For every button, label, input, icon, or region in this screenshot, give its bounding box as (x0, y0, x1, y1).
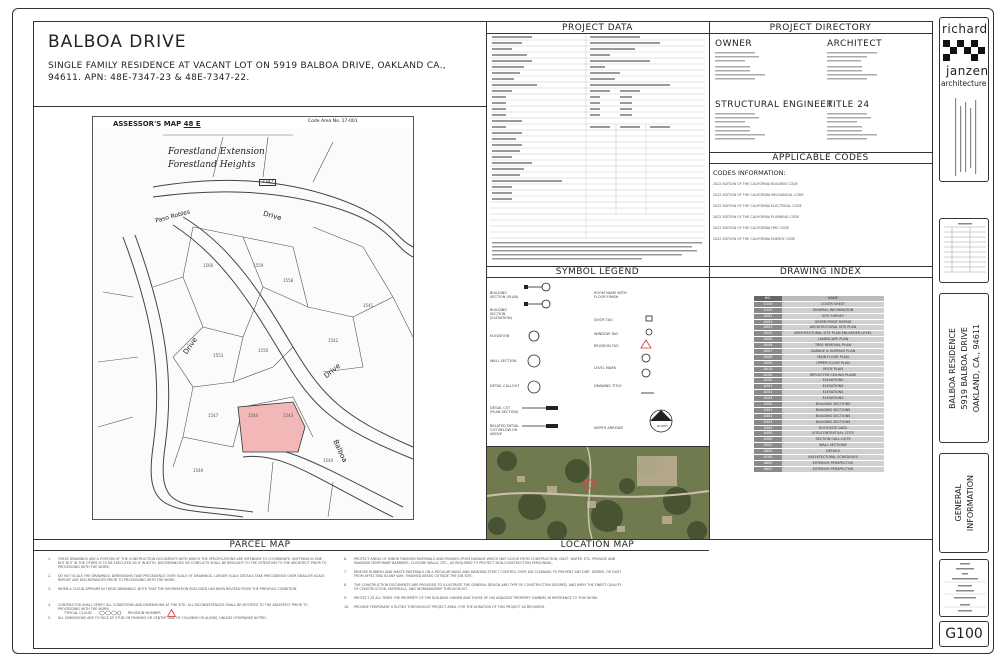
sheet-name-cell: GENERAL INFORMATION (782, 308, 884, 313)
sheet-name-cell: EXTERIOR PERSPECTIVE (782, 467, 884, 472)
sheet-number-cell: A006 (754, 343, 782, 348)
project-subtitle: SINGLE FAMILY RESIDENCE AT VACANT LOT ON 5919 BALBOA DRIVE, OAKLAND CA., (48, 61, 446, 71)
sheet-number-cell: G100 (754, 302, 782, 307)
block-number: 7347 (259, 179, 276, 186)
firm-name: richard (942, 22, 988, 36)
section-header: DRAWING INDEX (709, 266, 932, 278)
sheet-name-cell: WALL SECTIONS (782, 443, 884, 448)
legend-label: DETAIL CALLOUT (490, 384, 520, 388)
code-item: 2022 EDITION OF THE CALIFORNIA ENERGY CODE (713, 237, 796, 241)
project-subtitle: 94611. APN: 48E-7347-23 & 48E-7347-22. (48, 73, 250, 83)
project-data-table (486, 34, 709, 264)
sheet-number-cell: A304 (754, 426, 782, 431)
note-text: CONTRACTOR SHALL VERIFY ALL CONDITIONS AND DIMENSIONS AT THE SITE. ALL INCONSISTENCIES SHALL BE NOTIFIED TO THE ARCHITECT PRIOR TO PROCEEDING WITH THE WORK. (58, 603, 308, 611)
sheet-number-cell: A002 (754, 320, 782, 325)
code-item: 2022 EDITION OF THE CALIFORNIA FIRE CODE (713, 226, 789, 230)
note-text: PROVIDE TEMPORARY UTILITIES THROUGHOUT PROJECT AREA, FOR THE DURATION OF THIS PROJECT AS REQUIRED. (354, 605, 546, 609)
sheet-name-cell: COVER SHEET (782, 302, 884, 307)
divider (486, 446, 709, 447)
sheet-number-cell: A301 (754, 408, 782, 413)
sheet-number-cell: A100 (754, 373, 782, 378)
sheet-name-cell: SECTION CALL-OUTS (782, 437, 884, 442)
firm-logo-box (939, 17, 989, 182)
sidebar-project: OAKLAND, CA., 94611 (971, 323, 981, 413)
table-header: NO. NAME (754, 296, 884, 302)
legend-symbols (486, 278, 709, 446)
revisions-box (939, 218, 989, 283)
sheet-number-cell: A800 (754, 461, 782, 466)
legend-label: BUILDING SECTION (PLAN) (490, 291, 519, 299)
sheet-number-cell: A203 (754, 396, 782, 401)
section-header: PARCEL MAP (34, 539, 486, 551)
legend-label: DRAWING TITLE (594, 384, 622, 388)
svg-text:1540: 1540 (323, 458, 334, 463)
section-header: PROJECT DIRECTORY (709, 22, 932, 34)
legend-label: WINDOW TAG (594, 332, 619, 336)
codes-list (713, 182, 928, 248)
sheet-number-cell: A300 (754, 402, 782, 407)
note-item (344, 596, 624, 600)
sheet-name-cell: MAIN FLOOR PLAN (782, 355, 884, 360)
sheet-number-cell: A501 (754, 443, 782, 448)
drawing-index (709, 266, 932, 539)
sheet-number: G100 (939, 621, 989, 647)
sheet-name-cell: ARCHITECTURAL SITE PLAN ENLARGED LEVEL (782, 331, 884, 336)
code-item: 2022 EDITION OF THE CALIFORNIA PLUMBING CODE (713, 215, 799, 219)
section-header: SYMBOL LEGEND (486, 266, 709, 278)
owner-title: OWNER (715, 39, 753, 49)
note-number: 5. (48, 616, 52, 620)
codes-heading: CODES INFORMATION: (713, 169, 786, 177)
sheet-meta-box (939, 559, 989, 617)
sheet-title: GENERAL (953, 484, 963, 522)
svg-text:1558: 1558 (283, 278, 294, 283)
note-number: 3. (48, 587, 52, 591)
sheet-name-cell: SITE SURVEY (782, 314, 884, 319)
legend-label: ELEVATION (490, 334, 510, 338)
structural-title: STRUCTURAL ENGINEER (715, 100, 834, 110)
legend-label: BUILDING SECTION (ELEVATION) (490, 308, 512, 320)
sheet-name-cell: EXTERIOR PERSPECTIVE (782, 461, 884, 466)
sheet-name-cell: TREE REMOVAL PLAN (782, 343, 884, 348)
svg-text:1541: 1541 (363, 303, 374, 308)
sheet-name-cell: DETAILS (782, 449, 884, 454)
location-map-image (487, 446, 709, 539)
section-header: PROJECT DATA (486, 22, 709, 34)
note-item (344, 605, 624, 609)
legend-label: DETAIL CUT (PLAN SECTION) (490, 406, 519, 414)
note-number: 6. (344, 557, 348, 561)
street-label: Balboa (331, 438, 349, 464)
note-item (48, 557, 328, 569)
north-label: NORTH (657, 424, 668, 428)
assessor-label: ASSESSOR'S MAP 48 E (113, 120, 201, 128)
note-text: PROTECT AT ALL TIMES THE PROPERTY OF THE BUILDING OWNER AND THOSE OF HIS ADJACENT PROPERTY OWNERS IN REFERENCE TO THIS WORK. (354, 596, 599, 600)
applicable-codes (709, 152, 932, 266)
aerial-photo (487, 446, 709, 539)
note-number: 1. (48, 557, 52, 561)
code-area: Code Area No. 17-001 (308, 119, 358, 124)
sheet-name-cell: ELEVATIONS (782, 390, 884, 395)
sheet-number-cell: A202 (754, 390, 782, 395)
sheet-name-cell: BUILDING SECTIONS (782, 402, 884, 407)
section-header: APPLICABLE CODES (709, 152, 932, 164)
note-number: 8. (344, 583, 348, 587)
table-row (754, 467, 884, 473)
svg-text:1543: 1543 (283, 413, 294, 418)
sidebar (937, 13, 991, 649)
section-header: LOCATION MAP (486, 539, 709, 551)
sheet-name-cell: GARAGE & SURFACE PLAN (782, 349, 884, 354)
sheet-title: INFORMATION (965, 474, 975, 532)
code-item: 2022 EDITION OF THE CALIFORNIA BUILDING CODE (713, 182, 798, 186)
sheet-number-cell: A004 (754, 331, 782, 336)
note-number: 7. (344, 570, 348, 574)
street-label: Drive (181, 336, 199, 356)
legend-label: LEVEL MARK (594, 366, 616, 370)
firm-name: janzen (946, 64, 989, 78)
sheet-number-cell: A200 (754, 378, 782, 383)
legend-label: RELATED DETAIL CUT BELOW OR ABOVE (490, 424, 520, 436)
note-text: PROTECT AREAS OF MINOR FINISHED MATERIALS AND FINISHES FROM DAMAGE WHICH MAY OCCUR FROM CONSTRUCTION, DUST, WATER, ETC. PROVIDE AND MAINTAIN TEMPORARY BARRIERS, CLOSURE WALLS, ETC., AS REQUIRED TO PROTECT NON-CONSTRUCTION PERSONNEL. (354, 557, 616, 565)
cloud-icon (98, 609, 122, 617)
legend-label: WALL SECTION (490, 359, 517, 363)
sheet-name-cell: ELEVATIONS (782, 378, 884, 383)
typical-cloud-note: TYPICAL CLOUD REVISION NUMBER (64, 609, 176, 617)
sheet-name-cell: ELEVATIONS (782, 384, 884, 389)
sheet-number-cell: A005 (754, 337, 782, 342)
sidebar-project: 5919 BALBOA DRIVE (959, 326, 969, 410)
note-text: ALL DIMENSIONS ARE TO FACE OF STUD OR FINISHES OR CENTER LINE OF COLUMNS OR ALIGNS, UNLESS OTHERWISE NOTED. (58, 616, 267, 620)
note-item (48, 587, 328, 591)
sheet-name-cell: ARCHITECTURAL SCHEDULES (782, 455, 884, 460)
sheet-number-cell: A400 (754, 431, 782, 436)
firm-name: architecture (941, 79, 987, 88)
drawing-sheet (12, 8, 994, 654)
note-item (344, 583, 624, 591)
sheet-name-cell: REFLECTED CEILING PLANS (782, 373, 884, 378)
title24-title: TITLE 24 (827, 100, 870, 110)
note-number: 2. (48, 574, 52, 578)
sheet-number-cell: A500 (754, 437, 782, 442)
sheet-number-cell: A600 (754, 449, 782, 454)
svg-text:1559: 1559 (253, 263, 264, 268)
note-text: DO NOT SCALE THE DRAWINGS. DIMENSIONS TAKE PRECEDENCE OVER SCALE OF DRAWINGS. LARGER SCALE DETAILS TAKE PRECEDENCE OVER SMALLER SCALE. REPORT ANY DISCREPANCIES PRIOR TO PROCEEDING WITH THE WORK. (58, 574, 326, 582)
svg-text:1547: 1547 (208, 413, 219, 418)
note-number: 4. (48, 603, 52, 607)
street-label: Drive (262, 209, 283, 223)
firm-address (952, 96, 982, 178)
sheet-name-cell: BUILDING SECTIONS (782, 408, 884, 413)
sheet-number-cell: G101 (754, 308, 782, 313)
sheet-number-cell: A010 (754, 367, 782, 372)
sheet-number-cell: A700 (754, 455, 782, 460)
divider (34, 106, 486, 107)
sheet-number-cell: A008 (754, 355, 782, 360)
svg-text:1549: 1549 (193, 468, 204, 473)
architect-title: ARCHITECT (827, 39, 883, 49)
sheet-name-cell: LANDSCAPE PLAN (782, 337, 884, 342)
sidebar-project: BALBOA RESIDENCE (947, 327, 957, 409)
tract-label: Forestland Extension (168, 147, 265, 157)
street-label: Paso Robles (154, 208, 191, 225)
main-frame (33, 21, 933, 649)
legend-label: DOOR TAG (594, 318, 613, 322)
sheet-name-cell: BUILDING SECTIONS (782, 420, 884, 425)
svg-text:1550: 1550 (258, 348, 269, 353)
title-block (48, 32, 478, 84)
sheet-title-box (939, 453, 989, 553)
revision-triangle-icon (167, 609, 176, 617)
firm-logo-icon (943, 40, 987, 62)
tract-label: Forestland Heights (168, 160, 256, 170)
note-item (344, 557, 624, 565)
sheet-number-cell: A007 (754, 349, 782, 354)
sheet-name-cell: SITE/CONTEXTUAL COTS (782, 431, 884, 436)
sheet-number-cell: A009 (754, 361, 782, 366)
svg-text:1544: 1544 (248, 413, 259, 418)
svg-text:1553: 1553 (213, 353, 224, 358)
svg-text:1542: 1542 (328, 338, 339, 343)
sheet-name-cell: ROOF PLAN (782, 367, 884, 372)
note-text: REMOVE RUBBISH AND WASTE MATERIALS ON A REGULAR BASIS AND MAINTAIN STRICT CONTROL OVER JOB CLEANING TO PREVENT ANY DIRT, DEBRIS, OR DUST FROM AFFECTING IN ANY WAY, FINISHED AREAS OUTSIDE THE JOB SITE. (354, 570, 622, 578)
revisions-table (940, 219, 990, 284)
index-table (754, 296, 884, 473)
symbol-legend (486, 266, 709, 446)
firm-address-text (952, 96, 982, 178)
note-text: THESE DRAWINGS ARE A PORTION OF THE CONSTRUCTION DOCUMENTS WITH WHICH THE SPECIFICATIONS ARE INTENDED TO COORDINATE. ANYTHING IN ONE BUT NOT IN THE OTHER IS TO BE EXECUTED AS IF IN BOTH. DISCREPANCIES OR CONFLICTS SHALL BE BROUGHT TO THE ATTENTION TO THE ARCHITECT PRIOR TO PROCEEDING WITH THE WORK. (58, 557, 327, 569)
sheet-number-cell: A201 (754, 384, 782, 389)
legend-label: ROOM NAME WITH FLOOR FINISH (594, 291, 627, 299)
code-item: 2022 EDITION OF THE CALIFORNIA ELECTRICAL CODE (713, 204, 802, 208)
code-item: 2022 EDITION OF THE CALIFORNIA MECHANICAL CODE (713, 193, 804, 197)
street-label: Drive (322, 361, 343, 381)
legend-label: NORTH ARROWS (594, 426, 624, 430)
legend-label: REVISION TAG (594, 344, 619, 348)
sheet-name-cell: ROOF/SITE DATA (782, 426, 884, 431)
index-body (754, 302, 884, 473)
sheet-number-cell: A001 (754, 314, 782, 319)
svg-text:1560: 1560 (203, 263, 214, 268)
notes-right (344, 557, 624, 614)
project-data (486, 22, 709, 266)
note-item (48, 574, 328, 582)
project-name-box (939, 293, 989, 443)
sheet-name-cell: ARCHITECTURAL SITE PLAN (782, 325, 884, 330)
sheet-name-cell: BUILDING SECTIONS (782, 414, 884, 419)
sheet-number-cell: A801 (754, 467, 782, 472)
sheet-name-cell: GREEN POINT RATING (782, 320, 884, 325)
sheet-number-cell: A302 (754, 414, 782, 419)
sheet-meta (940, 560, 990, 618)
sheet-name-cell: UPPER FLOOR PLAN (782, 361, 884, 366)
sheet-name-cell: ELEVATIONS (782, 396, 884, 401)
project-directory (709, 22, 932, 152)
sheet-number-cell: A003 (754, 325, 782, 330)
directory-details (709, 22, 932, 152)
note-number: 10. (344, 605, 350, 609)
note-text: THE CONSTRUCTION DOCUMENTS ARE PROVIDED TO ILLUSTRATE THE GENERAL DESIGN AND TYPE OF CONSTRUCTION DESIRED, AND IMPLY THE FINEST QUALITY OF CONSTRUCTION, MATERIALS, AND WORKMANSHIP THROUGHOUT. (354, 583, 622, 591)
note-text: WHEN A CLOUD APPEARS IN THESE DRAWINGS, NOTE THAT THE INFORMATION ENCLOSED HAS BEEN REVISED FROM THE PREVIOUS CONDITION. (58, 587, 298, 591)
parcel-map-drawing (93, 117, 415, 521)
note-item (344, 570, 624, 578)
project-title: BALBOA DRIVE (48, 32, 187, 52)
parcel-map (92, 116, 414, 520)
note-number: 9. (344, 596, 348, 600)
sheet-number-cell: A303 (754, 420, 782, 425)
